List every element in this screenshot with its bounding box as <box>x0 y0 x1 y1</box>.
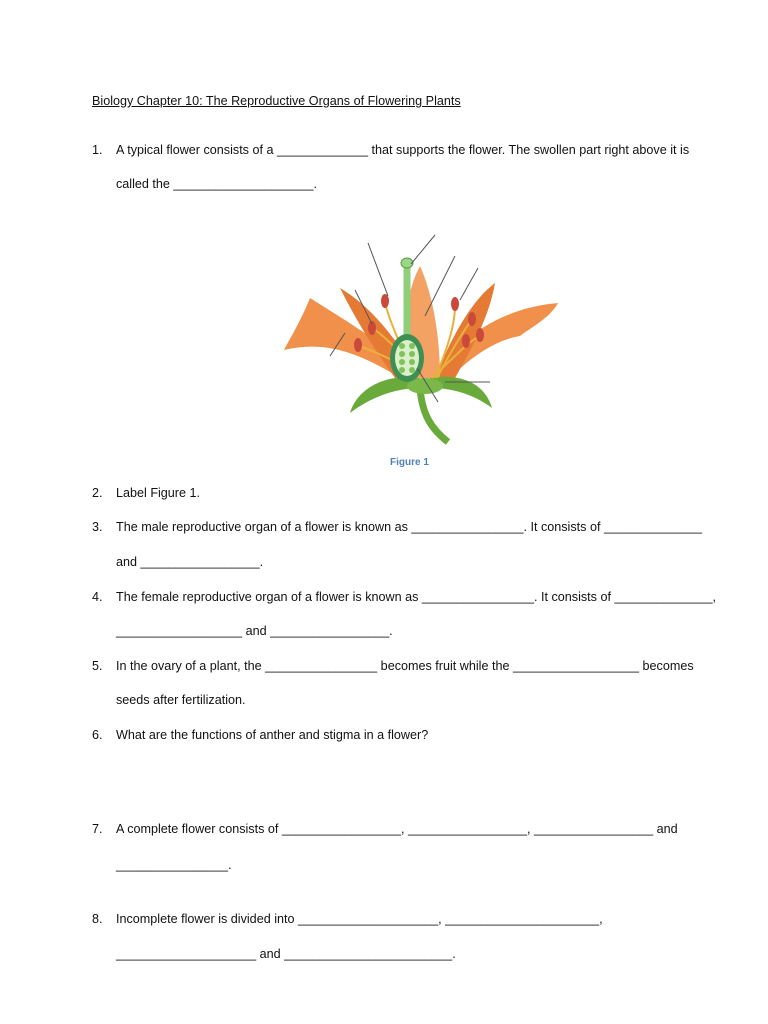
question-text: The female reproductive organ of a flower is known as ________________. It consists of ______________, <box>116 590 717 604</box>
question-number: 1. <box>92 143 103 157</box>
question-text: __________________ and _________________. <box>116 624 393 638</box>
question-text: The male reproductive organ of a flower is known as ________________. It consists of ______________ <box>116 520 703 534</box>
question-text: What are the functions of anther and stigma in a flower? <box>116 728 429 742</box>
flower-diagram <box>280 228 570 448</box>
question-number: 4. <box>92 590 103 604</box>
figure-caption: Figure 1 <box>390 457 429 468</box>
question-text: Label Figure 1. <box>116 486 201 500</box>
worksheet-title: Biology Chapter 10: The Reproductive Organs of Flowering Plants <box>92 94 461 108</box>
question-number: 6. <box>92 728 103 742</box>
question-text: seeds after fertilization. <box>116 693 246 707</box>
question-number: 3. <box>92 520 103 534</box>
question-text: Incomplete flower is divided into ____________________, ______________________, <box>116 912 603 926</box>
question-text: ____________________ and ________________________. <box>116 947 456 961</box>
question-number: 7. <box>92 822 103 836</box>
question-text: ________________. <box>116 858 232 872</box>
question-number: 5. <box>92 659 103 673</box>
question-text: A typical flower consists of a _____________ that supports the flower. The swollen part right above it is <box>116 143 690 157</box>
question-text: In the ovary of a plant, the ________________ becomes fruit while the __________________ becomes <box>116 659 694 673</box>
question-text: A complete flower consists of _________________, _________________, _________________ and <box>116 822 678 836</box>
question-number: 2. <box>92 486 103 500</box>
question-text: and _________________. <box>116 555 264 569</box>
question-number: 8. <box>92 912 103 926</box>
question-text: called the ____________________. <box>116 177 317 191</box>
